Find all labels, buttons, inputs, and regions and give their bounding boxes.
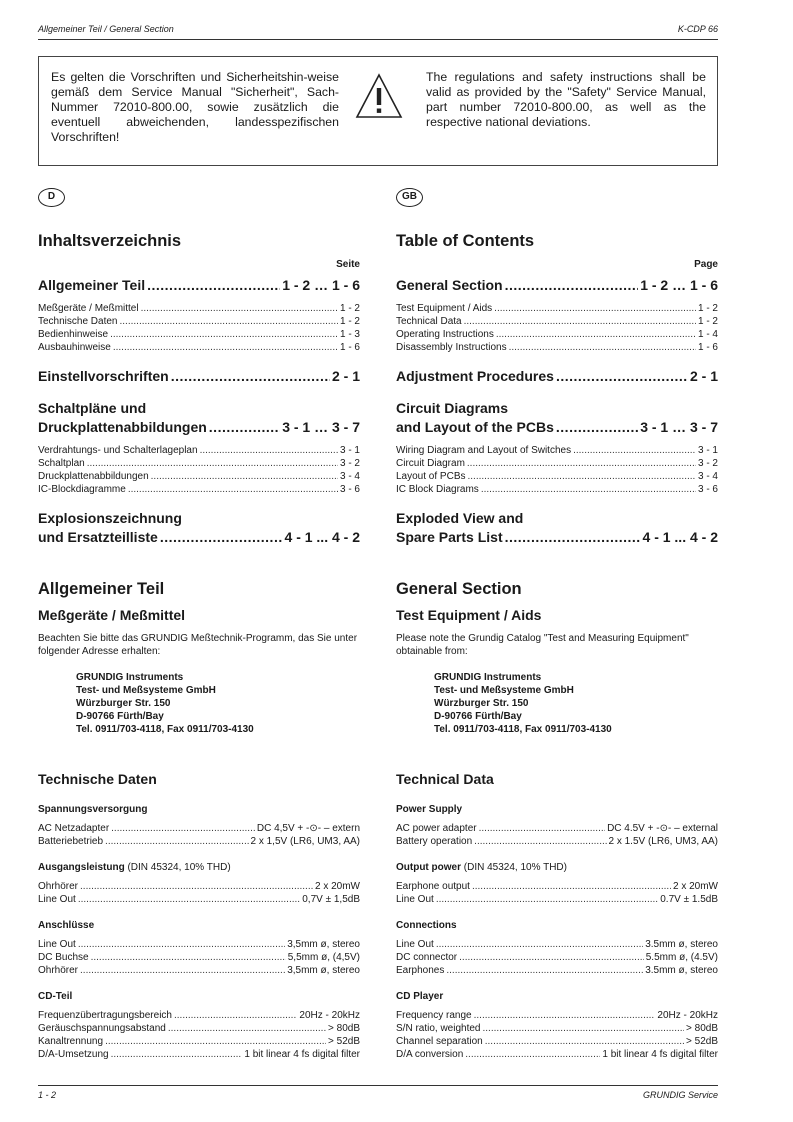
- address-line: Würzburger Str. 150: [434, 698, 529, 709]
- item-value: 20Hz - 20kHz: [299, 1010, 360, 1021]
- list-item: [38, 938, 360, 951]
- page-header: [38, 24, 718, 38]
- tech-data-title: Technical Data: [396, 771, 494, 787]
- footer-page-number: 1 - 2: [38, 1090, 57, 1100]
- item-label: Druckplattenabbildungen: [38, 471, 149, 482]
- leader-dots: [174, 1009, 297, 1022]
- leader-dots: [485, 1035, 684, 1048]
- list-item[interactable]: [38, 470, 360, 483]
- list-item[interactable]: [396, 483, 718, 496]
- warning-triangle-icon: [355, 73, 403, 119]
- cd-title: CD Player: [396, 991, 444, 1002]
- leader-dots: [467, 457, 696, 470]
- address-line: Würzburger Str. 150: [76, 698, 171, 709]
- address-line: D-90766 Fürth/Bay: [76, 711, 164, 722]
- leader-dots: [200, 444, 338, 457]
- item-value: 1 - 4: [697, 329, 718, 340]
- toc-circuit[interactable]: Druckplattenabbildungen ..... 3 - 1 … 3 - 7: [38, 419, 360, 435]
- list-item[interactable]: [396, 328, 718, 341]
- leader-dots: [151, 470, 338, 483]
- address-block: [434, 671, 718, 736]
- item-label: Technische Daten: [38, 316, 118, 327]
- leader-dots: [479, 822, 605, 835]
- list-item[interactable]: [38, 444, 360, 457]
- list-item[interactable]: [396, 457, 718, 470]
- power-title: Power Supply: [396, 804, 463, 815]
- item-value: 1 - 2: [339, 303, 360, 314]
- item-label: Test Equipment / Aids: [396, 303, 493, 314]
- item-label: S/N ratio, weighted: [396, 1023, 481, 1034]
- item-label: D/A-Umsetzung: [38, 1049, 109, 1060]
- toc-adjustment[interactable]: Adjustment Procedures ..... 2 - 1: [396, 368, 718, 384]
- item-label: Kanaltrennung: [38, 1036, 104, 1047]
- leader-dots: [80, 964, 285, 977]
- item-label: Line Out: [396, 894, 434, 905]
- leader-dots: [113, 341, 338, 354]
- item-value: 1 - 2: [339, 316, 360, 327]
- item-label: Frequenzübertragungsbereich: [38, 1010, 172, 1021]
- equipment-title: Meßgeräte / Meßmittel: [38, 607, 186, 623]
- list-item: [38, 835, 360, 848]
- leader-dots: [446, 964, 643, 977]
- list-item[interactable]: [396, 302, 718, 315]
- output-list: [38, 880, 360, 906]
- list-item: [396, 1035, 718, 1048]
- list-item[interactable]: [38, 483, 360, 496]
- leader-dots: [110, 328, 338, 341]
- toc-circuit-line1: Circuit Diagrams: [396, 400, 509, 416]
- leader-dots: [78, 893, 300, 906]
- item-value: 20Hz - 20kHz: [657, 1010, 718, 1021]
- item-label: Line Out: [38, 894, 76, 905]
- toc-circuit-line1: Schaltpläne und: [38, 400, 147, 416]
- item-label: Geräuschspannungsabstand: [38, 1023, 166, 1034]
- list-item: [38, 964, 360, 977]
- item-label: Wiring Diagram and Layout of Switches: [396, 445, 572, 456]
- output-title: Ausgangsleistung (DIN 45324, 10% THD): [38, 862, 231, 873]
- item-value: > 80dB: [686, 1023, 718, 1034]
- leader-dots: [436, 938, 643, 951]
- leader-dots: [472, 880, 671, 893]
- item-label: DC Buchse: [38, 952, 89, 963]
- power-list: [396, 822, 718, 848]
- section-title: Allgemeiner Teil: [38, 580, 165, 598]
- list-item[interactable]: [396, 470, 718, 483]
- list-item: [396, 1048, 718, 1061]
- item-label: Ohrhörer: [38, 881, 79, 892]
- list-item: [38, 1035, 360, 1048]
- item-value: > 80dB: [328, 1023, 360, 1034]
- header-model: K-CDP 66: [677, 24, 718, 34]
- item-value: 3,5mm ø, stereo: [287, 965, 360, 976]
- g1-items-list: [38, 302, 360, 354]
- item-label: Ausbauhinweise: [38, 342, 111, 353]
- leader-dots: [474, 835, 606, 848]
- item-value: 1 - 2: [697, 316, 718, 327]
- leader-dots: [483, 1022, 685, 1035]
- item-label: Line Out: [38, 939, 76, 950]
- footer-brand: GRUNDIG Service: [642, 1090, 718, 1100]
- item-label: Earphone output: [396, 881, 470, 892]
- item-label: Bedienhinweise: [38, 329, 109, 340]
- list-item: [396, 1022, 718, 1035]
- item-value: 3 - 2: [339, 458, 360, 469]
- address-line: GRUNDIG Instruments: [434, 672, 542, 683]
- leader-dots: [496, 328, 696, 341]
- equipment-text: Please note the Grundig Catalog "Test and Measuring Equipment" obtainable from:: [396, 633, 689, 657]
- item-value: 3 - 4: [339, 471, 360, 482]
- item-label: Technical Data: [396, 316, 462, 327]
- equipment-title: Test Equipment / Aids: [396, 607, 542, 623]
- list-item: [38, 1022, 360, 1035]
- list-item: [396, 835, 718, 848]
- item-value: 3 - 6: [697, 484, 718, 495]
- connections-title: Connections: [396, 920, 457, 931]
- section-title: General Section: [396, 580, 522, 598]
- address-line: D-90766 Fürth/Bay: [434, 711, 522, 722]
- power-list: [38, 822, 360, 848]
- toc-exploded[interactable]: Spare Parts List ..... 4 - 1 ... 4 - 2: [396, 529, 718, 545]
- item-value: 0,7V ± 1,5dB: [302, 894, 360, 905]
- leader-dots: [111, 1048, 243, 1061]
- item-value: > 52dB: [328, 1036, 360, 1047]
- item-value: DC 4.5V + -⊙- – external: [607, 823, 718, 834]
- language-badge: D: [38, 188, 65, 207]
- page-column-label: Page: [694, 259, 718, 270]
- toc-exploded-line1: Explosionszeichnung: [38, 510, 182, 526]
- list-item[interactable]: [38, 341, 360, 354]
- leader-dots: [105, 1035, 326, 1048]
- item-label: Schaltplan: [38, 458, 85, 469]
- leader-dots: [481, 483, 696, 496]
- page-footer: [38, 1090, 718, 1100]
- item-value: 5.5mm ø, (4.5V): [645, 952, 718, 963]
- output-title: Output power (DIN 45324, 10% THD): [396, 862, 567, 873]
- conn-list: [38, 938, 360, 977]
- toc-title: Inhaltsverzeichnis: [38, 232, 182, 250]
- list-item: [38, 822, 360, 835]
- item-value: 3.5mm ø, stereo: [645, 965, 718, 976]
- item-label: AC Netzadapter: [38, 823, 110, 834]
- item-value: 3 - 6: [339, 484, 360, 495]
- list-item: [38, 951, 360, 964]
- item-value: 2 x 1,5V (LR6, UM3, AA): [250, 836, 360, 847]
- item-label: Ohrhörer: [38, 965, 79, 976]
- leader-dots: [464, 315, 696, 328]
- toc-general-section[interactable]: Allgemeiner Teil ..... 1 - 2 … 1 - 6: [38, 277, 360, 293]
- address-block: [76, 671, 360, 736]
- item-value: 3 - 1: [339, 445, 360, 456]
- item-value: 2 x 1.5V (LR6, UM3, AA): [608, 836, 718, 847]
- item-label: Frequency range: [396, 1010, 472, 1021]
- item-value: 1 bit linear 4 fs digital filter: [244, 1049, 360, 1060]
- leader-dots: [509, 341, 696, 354]
- equipment-text: Beachten Sie bitte das GRUNDIG Meßtechnik-Programm, das Sie unter folgender Adresse erhalten:: [38, 633, 358, 657]
- item-value: 1 bit linear 4 fs digital filter: [602, 1049, 718, 1060]
- leader-dots: [141, 302, 338, 315]
- item-label: Operating Instructions: [396, 329, 494, 340]
- leader-dots: [467, 470, 696, 483]
- leader-dots: [78, 938, 285, 951]
- address-line: Test- und Meßsysteme GmbH: [76, 685, 216, 696]
- address-line: GRUNDIG Instruments: [76, 672, 184, 683]
- leader-dots: [168, 1022, 326, 1035]
- leader-dots: [459, 951, 644, 964]
- item-label: Battery operation: [396, 836, 473, 847]
- g3-items-list: [38, 444, 360, 496]
- list-item: [396, 951, 718, 964]
- item-label: AC power adapter: [396, 823, 477, 834]
- item-value: 1 - 3: [339, 329, 360, 340]
- language-badge: GB: [396, 188, 423, 207]
- item-value: 1 - 2: [697, 303, 718, 314]
- item-value: > 52dB: [686, 1036, 718, 1047]
- output-list: [396, 880, 718, 906]
- item-label: Earphones: [396, 965, 445, 976]
- item-value: 5,5mm ø, (4,5V): [287, 952, 360, 963]
- item-label: D/A conversion: [396, 1049, 464, 1060]
- list-item: [38, 1009, 360, 1022]
- item-value: 2 x 20mW: [672, 881, 718, 892]
- list-item: [396, 893, 718, 906]
- list-item: [38, 1048, 360, 1061]
- item-label: Channel separation: [396, 1036, 483, 1047]
- toc-title: Table of Contents: [396, 232, 535, 250]
- leader-dots: [87, 457, 338, 470]
- item-label: Layout of PCBs: [396, 471, 466, 482]
- item-label: Disassembly Instructions: [396, 342, 507, 353]
- leader-dots: [474, 1009, 656, 1022]
- leader-dots: [105, 835, 248, 848]
- leader-dots: [128, 483, 338, 496]
- item-value: 0.7V ± 1.5dB: [660, 894, 718, 905]
- item-value: 3.5mm ø, stereo: [645, 939, 718, 950]
- cd-list: [38, 1009, 360, 1061]
- item-label: Verdrahtungs- und Schalterlageplan: [38, 445, 198, 456]
- item-label: DC connector: [396, 952, 458, 963]
- toc-adjustment[interactable]: Einstellvorschriften ..... 2 - 1: [38, 368, 360, 384]
- cd-title: CD-Teil: [38, 991, 73, 1002]
- list-item[interactable]: [396, 444, 718, 457]
- leader-dots: [465, 1048, 600, 1061]
- list-item[interactable]: [396, 315, 718, 328]
- address-line: Tel. 0911/703-4118, Fax 0911/703-4130: [434, 724, 612, 735]
- toc-exploded-line1: Exploded View and: [396, 510, 524, 526]
- address-line: Test- und Meßsysteme GmbH: [434, 685, 574, 696]
- address-line: Tel. 0911/703-4118, Fax 0911/703-4130: [76, 724, 254, 735]
- conn-list: [396, 938, 718, 977]
- leader-dots: [120, 315, 338, 328]
- item-label: Line Out: [396, 939, 434, 950]
- item-value: 1 - 6: [697, 342, 718, 353]
- safety-text-de: Es gelten die Vorschriften und Sicherheitshin-weise gemäß dem Service Manual "Sicherheit", Sach-Nummer 72010-800.00, sowie zusätzlich die eventuell abweichenden, landesspezifischen Vorschriften!: [51, 70, 339, 144]
- safety-text-en: The regulations and safety instructions shall be valid as provided by the "Safety" Service Manual, part number 72010-800.00, as well as the respective national deviations.: [426, 70, 706, 129]
- leader-dots: [91, 951, 286, 964]
- leader-dots: [494, 302, 696, 315]
- list-item: [396, 880, 718, 893]
- item-value: 2 x 20mW: [314, 881, 360, 892]
- cd-list: [396, 1009, 718, 1061]
- item-value: 3 - 4: [697, 471, 718, 482]
- item-value: 3 - 1: [697, 445, 718, 456]
- leader-dots: [80, 880, 313, 893]
- list-item[interactable]: [396, 341, 718, 354]
- list-item: [396, 964, 718, 977]
- item-label: Batteriebetrieb: [38, 836, 104, 847]
- list-item[interactable]: [38, 328, 360, 341]
- item-value: 3,5mm ø, stereo: [287, 939, 360, 950]
- footer-rule: [38, 1085, 718, 1086]
- item-label: IC-Blockdiagramme: [38, 484, 126, 495]
- leader-dots: [111, 822, 255, 835]
- list-item: [38, 893, 360, 906]
- g1-items-list: [396, 302, 718, 354]
- list-item: [396, 822, 718, 835]
- list-item: [396, 938, 718, 951]
- header-section: Allgemeiner Teil / General Section: [38, 24, 174, 34]
- item-value: 3 - 2: [697, 458, 718, 469]
- toc-general-section[interactable]: General Section ..... 1 - 2 … 1 - 6: [396, 277, 718, 293]
- tech-data-title: Technische Daten: [38, 771, 157, 787]
- item-value: DC 4,5V + -⊙- – extern: [256, 823, 360, 834]
- list-item[interactable]: [38, 457, 360, 470]
- leader-dots: [573, 444, 696, 457]
- connections-title: Anschlüsse: [38, 920, 95, 931]
- header-rule: [38, 39, 718, 40]
- toc-circuit[interactable]: and Layout of the PCBs ..... 3 - 1 … 3 - 7: [396, 419, 718, 435]
- toc-exploded[interactable]: und Ersatzteilliste ..... 4 - 1 ... 4 - 2: [38, 529, 360, 545]
- leader-dots: [436, 893, 658, 906]
- item-label: Meßgeräte / Meßmittel: [38, 303, 139, 314]
- list-item[interactable]: [38, 315, 360, 328]
- list-item: [38, 880, 360, 893]
- power-title: Spannungsversorgung: [38, 804, 148, 815]
- safety-notice-box: [38, 56, 718, 166]
- page-column-label: Seite: [336, 259, 360, 270]
- item-label: Circuit Diagram: [396, 458, 465, 469]
- item-label: IC Block Diagrams: [396, 484, 479, 495]
- list-item: [396, 1009, 718, 1022]
- list-item[interactable]: [38, 302, 360, 315]
- item-value: 1 - 6: [339, 342, 360, 353]
- g3-items-list: [396, 444, 718, 496]
